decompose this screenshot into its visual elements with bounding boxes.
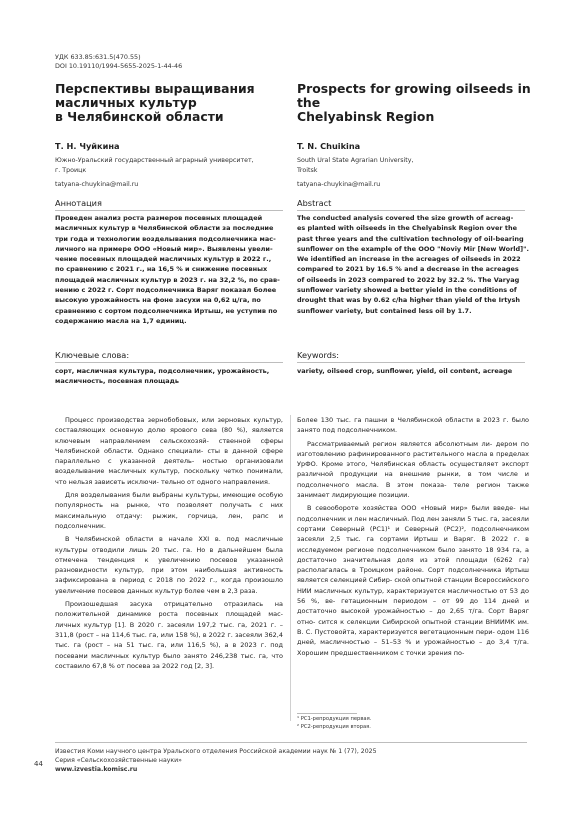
text-line: этой площади (6262 га) располагалась в Троицком районе. — [297, 555, 529, 575]
abstract-line: личного на примере ООО «Новый мир». Выявлены увели- — [55, 244, 273, 253]
article-meta — [55, 53, 182, 71]
affiliation-line: г. Троицк — [55, 167, 87, 174]
footnote-rule — [297, 713, 357, 714]
abstract-rule-en — [297, 210, 525, 211]
keywords-ru — [55, 366, 285, 386]
abstract-line: The conducted analysis covered the size growth of acreag- — [297, 214, 514, 222]
text-line: ской опытной станции Всероссийского НИИ масличных — [297, 576, 529, 595]
text-line: (РС2)², подсолнечником засеяли 2,5 тыс. га сортами Иртыш — [297, 524, 529, 544]
footer-rule — [55, 742, 527, 743]
abstract-heading-ru: Аннотация — [55, 198, 102, 208]
title-en — [297, 82, 537, 124]
abstract-line: сравнению с сортом подсолнечника Иртыш, не уступив по — [55, 306, 278, 315]
keywords-rule-en — [297, 362, 525, 363]
title-ru-line: масличных культур — [55, 95, 197, 110]
paragraph — [55, 534, 283, 596]
text-line: отмечена тенденция к увеличению посевов указанной — [55, 555, 283, 564]
text-line: 3,4 т/га. Хорошим предшественником с точки зрения по- — [297, 638, 529, 657]
abstract-line: We identified an increase in the acreages of oilseeds in 2022 — [297, 255, 521, 264]
keywords-rule-ru — [55, 362, 283, 363]
text-line: (80 %), является ключевым направлением сельскохозяй- — [55, 426, 284, 445]
abstract-line: sunflower on the example of the OOO "Noviy Mir [New World]". — [297, 244, 529, 253]
email-en[interactable]: tatyana-chuykina@mail.ru — [297, 181, 381, 188]
text-line: 5 тыс. га, засеяли сортами Северный (РС1)¹ и Северный — [297, 514, 529, 533]
author-ru: Т. Н. Чуйкина — [55, 141, 120, 151]
keywords-en — [297, 366, 529, 376]
text-line: тельно от одного направления. — [160, 477, 271, 486]
journal-series: Серия «Сельскохозяйственные науки» — [55, 757, 182, 764]
text-line: рынки, в том числе и подсолнечного масла. В этом показа- — [297, 470, 529, 489]
abstract-line: масличных культур в Челябинской области за последние — [55, 224, 274, 233]
keywords-line: variety, oilseed crop, sunflower, yield, oil content, acreage — [297, 367, 513, 375]
keywords-line: сорт, масличная культура, подсолнечник, урожайность, — [55, 367, 270, 375]
text-line: разновидности культур, при этом наибольшая активность — [55, 566, 283, 575]
abstract-line: sunflower variety showed a better yield in the conditions of — [297, 286, 517, 295]
text-line: увеличение посевов данных культур более чем в 2,3 раза. — [55, 586, 258, 595]
text-line: Для возделывания были выбраны культуры, имеющие — [65, 491, 256, 500]
paragraph — [297, 503, 529, 657]
affiliation-line: Южно-Уральский государственный аграрный университет, — [55, 157, 254, 164]
abstract-line: drought that was by 0.62 c/ha higher than yield of the Irtysh — [297, 296, 521, 305]
column-divider — [290, 415, 291, 721]
text-line: ностью организовали возделывание масличных культур, — [55, 457, 283, 476]
text-line: В Челябинской области в начале XXI в. под масличные — [65, 535, 283, 544]
text-line: В севообороте хозяйства ООО «Новый мир» были введе- — [307, 504, 516, 513]
keywords-line: масличность, посевная площадь — [55, 377, 180, 385]
udk-code: УДК 633.85:631.5(470.55) — [55, 53, 141, 61]
text-line: Процесс производства зернобобовых, или зерновых — [65, 416, 251, 424]
abstract-line: по сравнению с 2021 г., на 16,5 % и снижение посевных — [55, 265, 268, 274]
title-en-line: Chelyabinsk Region — [297, 109, 435, 124]
abstract-rule-ru — [55, 210, 283, 211]
abstract-line: past three years and the cultivation technology of oil-bearing — [297, 234, 524, 243]
text-line: одом 116 дней, масличностью – 51–53 % и урожайностью – до — [297, 627, 529, 647]
text-line: под посевами масличных культур было занято 246,238 — [55, 641, 283, 660]
text-line: было занято 18 934 га, а достаточно значительная доля из — [297, 545, 529, 564]
doi: DOI 10.19110/1994-5655-2025-1-44-46 — [55, 62, 183, 70]
affiliation-line: Troitsk — [297, 167, 318, 174]
text-line: зафиксирована в период с 2018 по 2022 г., когда произошло — [55, 576, 283, 585]
text-line: Произошедшая засуха отрицательно отразилась на — [65, 600, 283, 609]
journal-footer — [55, 747, 527, 774]
abstract-line: содержанию масла на 1,7 единиц. — [55, 316, 187, 325]
text-line: культур, характеризуется масличностью от 53 до 56 %, ве- — [297, 586, 529, 606]
text-line: культур, составляющих основную долю ярового сева — [55, 416, 283, 435]
text-line: 311,8 (рост – на 114,6 тыс. га, или 158 %), в 2022 г. засеяли — [55, 630, 263, 639]
abstract-line: чение посевных площадей масличных культур в 2022 г., — [55, 255, 272, 264]
text-line: личных культур [1]. В 2020 г. засеяли 197,2 тыс. га, 2021 г. – — [55, 620, 283, 629]
abstract-line: Проведен анализ роста размеров посевных площадей — [55, 214, 263, 222]
text-line: культуры отводили лишь 20 тыс. га. Но в дальнейшем была — [55, 545, 283, 554]
paragraph — [55, 415, 283, 487]
text-line: высокой урожайностью – до 2,65 т/га. Сорт Варяг отно- — [297, 607, 529, 626]
text-line: положительной динамике роста посевных площадей мас- — [55, 610, 283, 619]
footnote: ¹ РС1-репродукция первая. — [297, 716, 372, 722]
text-line: сится к селекции Сибирской опытной станции ВНИИМК — [318, 617, 515, 626]
text-line: теле регион также занимает лидирующие позиции. — [297, 480, 529, 500]
journal-title: Известия Коми научного центра Уральского отделения Российской академии наук № 1 (77), 2025 — [55, 748, 377, 755]
footnotes — [297, 716, 527, 731]
paragraph — [55, 490, 283, 531]
body-column-right — [297, 415, 529, 661]
text-line: сты в данной сфере параллельно с указанной деятель- — [55, 446, 283, 466]
text-line: поскольку четко понимали, что нельзя зависеть исключи- — [55, 467, 283, 486]
text-line: было занято под подсолнечником. — [297, 416, 529, 435]
abstract-line: нению с 2022 г. Сорт подсолнечника Варяг показал более — [55, 286, 277, 295]
text-line: ны подсолнечник и лен масличный. Под лен заняли — [297, 504, 529, 523]
text-line: Более 130 тыс. га пашни в Челябинской области в 2023 г. — [297, 416, 509, 424]
text-line: гетационным периодом – от 99 до 114 дней и достаточно — [297, 597, 529, 616]
abstract-line: sunflower variety, but contained less oil by 1.7. — [297, 306, 472, 315]
abstract-heading-en: Abstract — [297, 198, 332, 208]
body-column-left — [55, 415, 283, 674]
paragraph — [297, 439, 529, 501]
paragraph — [55, 599, 283, 671]
abstract-line: площадей масличных культур в 2023 г. на 32,2 %, по срав- — [55, 275, 280, 284]
text-line: Рассматриваемый регион является абсолютным ли- — [307, 439, 493, 448]
text-line: с них максимальную отдачу: рыжик, горчица, лен, рапс — [55, 501, 283, 520]
text-line: им. В. С. Пустовойта, характеризуется вегетационным пери- — [297, 617, 529, 636]
text-line: осуществляет экспорт различной продукции на внешние — [297, 460, 529, 479]
text-line: ственной сферы Челябинской области. Однако специали- — [55, 436, 283, 455]
text-line: и Варяг. В 2022 г. в исследуемом регионе подсолнечником — [297, 535, 529, 554]
abstract-line: compared to 2021 by 16.5 % and a decrease in the acreages — [297, 265, 519, 274]
abstract-line: высокую урожайность на фоне засухи на 0,62 ц/га, по — [55, 296, 261, 305]
paragraph — [297, 415, 529, 436]
text-line: масла в пределах УрФО. Кроме этого, Челябинская область — [297, 449, 529, 469]
title-ru-line: Перспективы выращивания — [55, 81, 255, 96]
abstract-text-en — [297, 213, 529, 316]
author-en: T. N. Chuikina — [297, 141, 361, 151]
keywords-heading-en: Keywords: — [297, 350, 339, 360]
abstract-line: три года и технологии возделывания подсолнечника мас- — [55, 234, 276, 243]
text-line: дером по изготовлению рафинированного растительного — [297, 439, 529, 458]
page-number: 44 — [34, 760, 43, 768]
abstract-line: es planted with oilseeds in the Chelyabinsk Region over the — [297, 224, 518, 233]
title-ru-line: в Челябинской области — [55, 109, 224, 124]
text-line: Сорт подсолнечника Иртыш является селекцией Сибир- — [297, 566, 529, 585]
text-line: и подсолнечник. — [55, 511, 283, 530]
affiliation-line: South Ural State Agrarian University, — [297, 157, 414, 164]
affiliation-en — [297, 156, 527, 190]
keywords-heading-ru: Ключевые слова: — [55, 350, 130, 360]
text-line: тыс. га, что составило 67,8 % от посева за 2022 год [2, 3]. — [55, 651, 283, 670]
affiliation-ru — [55, 156, 285, 190]
title-ru — [55, 82, 275, 124]
email-ru[interactable]: tatyana-chuykina@mail.ru — [55, 181, 139, 188]
journal-url[interactable]: www.izvestia.komisc.ru — [55, 766, 138, 773]
abstract-text-ru — [55, 213, 285, 326]
abstract-line: of oilseeds in 2023 compared to 2022 by 32.2 %. The Varyag — [297, 275, 520, 284]
title-en-line: Prospects for growing oilseeds in the — [297, 81, 531, 110]
text-line: особую популярность на рынке, что позволяет получать — [55, 491, 284, 510]
footnote: ² РС2-репродукция вторая. — [297, 723, 371, 730]
text-line: 362,4 тыс. га (рост – на 51 тыс. га, или 116,5 %), а в 2023 г. — [55, 630, 283, 650]
